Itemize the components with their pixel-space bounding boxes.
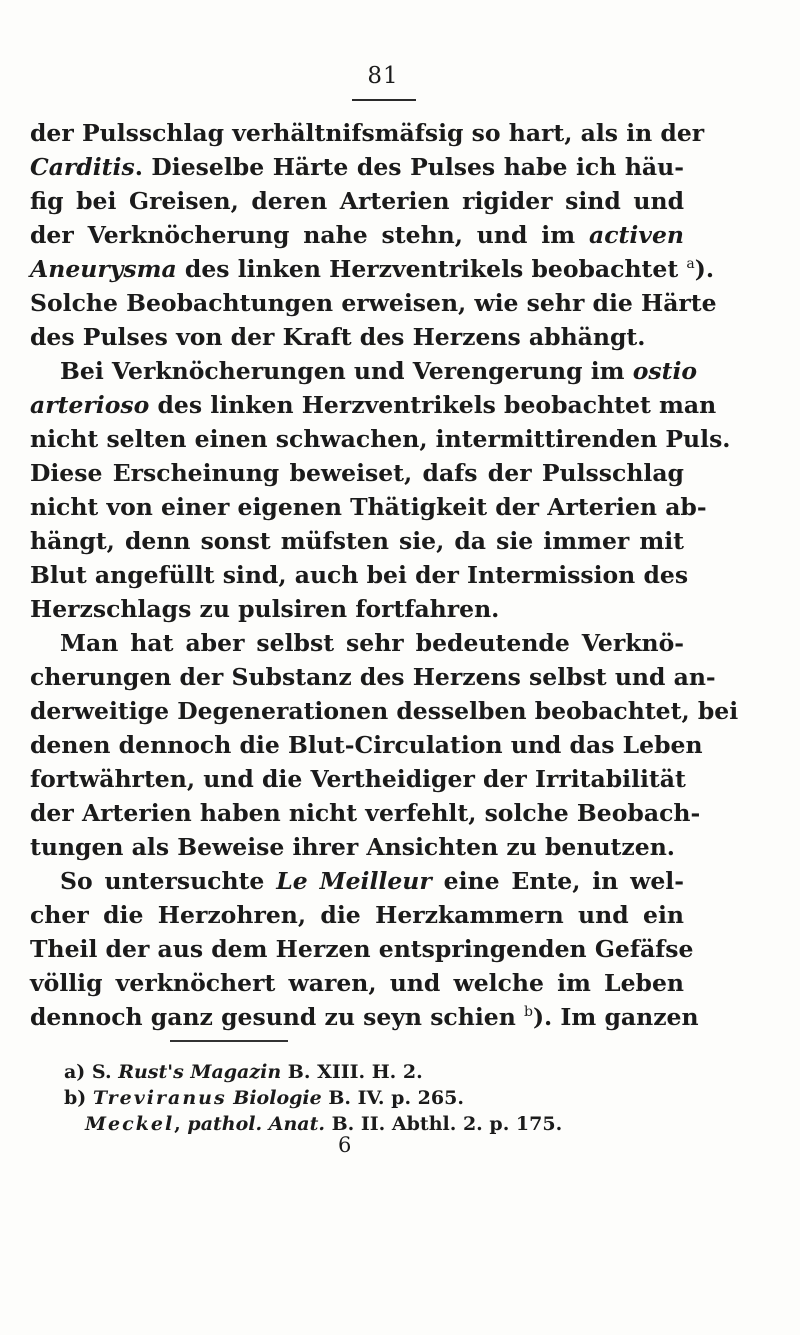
italic-text: pathol. Anat. bbox=[187, 1113, 325, 1135]
text-segment: dennoch ganz gesund zu seyn schien bbox=[30, 1003, 524, 1031]
text-segment: cherungen der Substanz des Herzens selbst und an- bbox=[30, 663, 716, 691]
text-segment: Diese Erscheinung beweiset, dafs der Pulsschlag bbox=[30, 459, 684, 487]
text-segment: a) S. bbox=[64, 1061, 119, 1083]
signature-mark: 6 bbox=[338, 1133, 352, 1157]
text-line bbox=[30, 830, 684, 864]
text-line bbox=[30, 728, 703, 762]
text-segment: Man hat aber selbst sehr bedeutende Verknö- bbox=[60, 629, 684, 657]
text-line bbox=[30, 796, 701, 830]
text-line bbox=[30, 252, 715, 286]
text-segment: völlig verknöchert waren, und welche im Leben bbox=[30, 969, 684, 997]
italic-text: Treviranus bbox=[92, 1087, 227, 1109]
text-segment: cher die Herzohren, die Herzkammern und ein bbox=[30, 901, 684, 929]
text-segment: hängt, denn sonst müfsten sie, da sie immer mit bbox=[30, 527, 684, 555]
text-segment: fortwährten, und die Vertheidiger der Irritabilität bbox=[30, 765, 686, 793]
page-number-rule bbox=[352, 99, 416, 101]
text-line bbox=[30, 932, 694, 966]
text-line bbox=[30, 626, 684, 660]
text-line bbox=[30, 966, 684, 1000]
text-segment: tungen als Beweise ihrer Ansichten zu benutzen. bbox=[30, 833, 675, 861]
text-line bbox=[30, 184, 684, 218]
text-segment: Herzschlags zu pulsiren fortfahren. bbox=[30, 595, 500, 623]
text-line bbox=[30, 592, 684, 626]
text-segment: , bbox=[174, 1113, 188, 1135]
text-line bbox=[30, 150, 684, 184]
text-segment: des Pulses von der Kraft des Herzens abhängt. bbox=[30, 323, 646, 351]
italic-text: Aneurysma bbox=[30, 255, 177, 283]
text-segment: Solche Beobachtungen erweisen, wie sehr die Härte bbox=[30, 289, 717, 317]
italic-text: ostio bbox=[632, 357, 698, 385]
footnote-separator bbox=[170, 1040, 288, 1042]
footnote-line bbox=[64, 1085, 684, 1111]
text-segment: derweitige Degenerationen desselben beobachtet, bei bbox=[30, 697, 739, 725]
body-text bbox=[30, 116, 739, 1034]
text-segment: . Dieselbe Härte des Pulses habe ich häu- bbox=[134, 153, 684, 181]
italic-text: arterioso bbox=[30, 391, 150, 419]
text-line bbox=[30, 1000, 699, 1034]
text-segment: B. IV. p. 265. bbox=[321, 1087, 464, 1109]
text-segment: b) bbox=[64, 1087, 93, 1109]
italic-text: activen bbox=[588, 221, 684, 249]
footnotes bbox=[64, 1059, 684, 1137]
text-segment: B. II. Abthl. 2. p. 175. bbox=[324, 1113, 563, 1135]
text-line bbox=[30, 286, 717, 320]
text-segment: des linken Herzventrikels beobachtet bbox=[176, 255, 687, 283]
text-line bbox=[30, 558, 689, 592]
text-segment: der Arterien haben nicht verfehlt, solche Beobach- bbox=[30, 799, 701, 827]
text-segment: fig bei Greisen, deren Arterien rigider sind und bbox=[30, 187, 684, 215]
text-line bbox=[30, 898, 684, 932]
text-line bbox=[30, 218, 684, 252]
text-line bbox=[30, 116, 705, 150]
text-segment: So untersuchte bbox=[60, 867, 277, 895]
text-segment: denen dennoch die Blut-Circulation und das Leben bbox=[30, 731, 703, 759]
footnote-reference: b bbox=[523, 1004, 533, 1020]
text-segment: nicht selten einen schwachen, intermittirenden Puls. bbox=[30, 425, 731, 453]
text-line bbox=[30, 864, 684, 898]
italic-text: Le Meilleur bbox=[276, 867, 432, 895]
text-line bbox=[30, 694, 739, 728]
text-segment: ). bbox=[694, 255, 715, 283]
text-line bbox=[30, 524, 684, 558]
text-segment: der Verknöcherung nahe stehn, und im bbox=[30, 221, 589, 249]
text-segment: der Pulsschlag verhältnifsmäfsig so hart, als in der bbox=[30, 119, 705, 147]
footnote-reference: a bbox=[686, 256, 695, 272]
text-segment: des linken Herzventrikels beobachtet man bbox=[149, 391, 717, 419]
text-line bbox=[30, 490, 707, 524]
text-line bbox=[30, 320, 684, 354]
text-line bbox=[30, 388, 717, 422]
text-segment: eine Ente, in wel- bbox=[431, 867, 684, 895]
text-segment: B. XIII. H. 2. bbox=[281, 1061, 423, 1083]
text-segment: Blut angefüllt sind, auch bei der Intermission des bbox=[30, 561, 689, 589]
text-line bbox=[30, 422, 731, 456]
footnote-line bbox=[64, 1059, 684, 1085]
footnote-line bbox=[64, 1111, 684, 1137]
text-segment: Theil der aus dem Herzen entspringenden Gefäfse bbox=[30, 935, 694, 963]
italic-text: Meckel bbox=[85, 1113, 175, 1135]
italic-text: Carditis bbox=[30, 153, 135, 181]
page-number: 81 bbox=[367, 63, 399, 89]
text-segment: Bei Verknöcherungen und Verengerung im bbox=[60, 357, 633, 385]
text-line bbox=[30, 762, 684, 796]
text-line bbox=[30, 456, 684, 490]
italic-text: Biologie bbox=[233, 1087, 322, 1109]
text-segment: nicht von einer eigenen Thätigkeit der Arterien ab- bbox=[30, 493, 707, 521]
italic-text: Rust's Magazin bbox=[118, 1061, 282, 1083]
text-segment: ). Im ganzen bbox=[532, 1003, 699, 1031]
text-line bbox=[30, 660, 716, 694]
text-line bbox=[30, 354, 698, 388]
